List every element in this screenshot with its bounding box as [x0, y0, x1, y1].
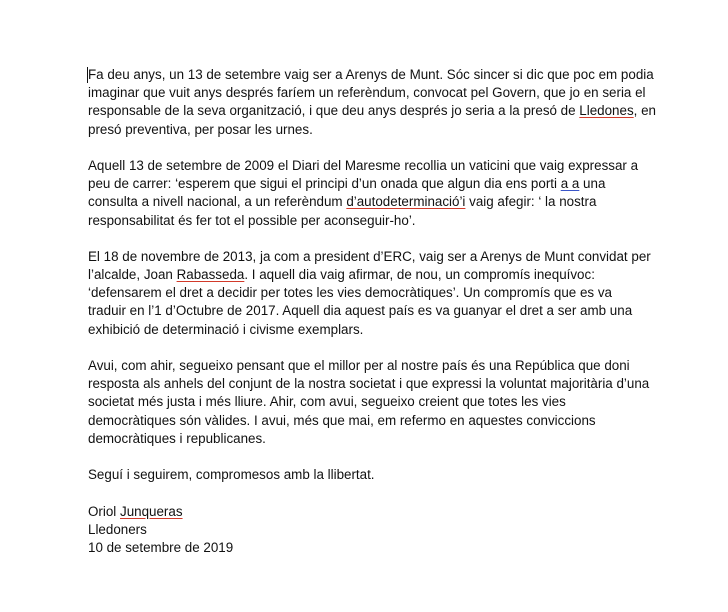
- spelling-error-word: d’autodeterminació’i: [346, 194, 466, 210]
- text-run: responsable de la seva organització, i que deu anys després jo seria a la presó de: [88, 103, 580, 119]
- text-run: Fa deu anys, un 13 de setembre vaig ser a Arenys de Munt. Sóc sincer si dic que poc em podia: [88, 67, 654, 82]
- text-line: [88, 521, 648, 539]
- text-run: El 18 de novembre de 2013, ja com a president d’ERC, vaig ser a Arenys de Munt convidat per: [88, 248, 651, 264]
- text-line: [88, 321, 648, 339]
- text-run: Aquell 13 de setembre de 2009 el Diari del Maresme recollia un vaticini que vaig expressar a: [88, 157, 639, 173]
- text-run: resposta als anhels del conjunt de la nostra societat i que expressi la voluntat majoritària d’una: [88, 376, 650, 392]
- text-run: una: [579, 176, 606, 192]
- grammar-error-phrase: a a: [560, 176, 580, 192]
- text-run: vaig afegir: ‘ la nostra: [465, 194, 597, 210]
- spelling-error-word: Rabasseda: [176, 267, 245, 283]
- paragraph: [88, 248, 651, 339]
- text-line: [88, 84, 648, 102]
- text-line: [88, 102, 656, 120]
- spelling-error-word: Junqueras: [120, 503, 183, 519]
- text-line: [88, 430, 648, 448]
- text-run: Oriol: [88, 503, 120, 519]
- paragraph: [88, 157, 648, 230]
- text-line: [88, 66, 654, 84]
- text-run: exhibició de determinació i civisme exemplars.: [88, 321, 364, 337]
- text-run: Lledoners: [88, 521, 147, 537]
- text-line: [88, 302, 648, 320]
- text-line: [88, 357, 648, 375]
- text-run: Avui, com ahir, segueixo pensant que el millor per al nostre país és una República que doni: [88, 358, 630, 373]
- text-run: democràtiques i republicanes.: [88, 430, 266, 446]
- text-line: [88, 121, 648, 139]
- text-line: [88, 393, 648, 411]
- text-run: consulta a nivell nacional, a un referèndum: [88, 194, 347, 210]
- text-line: [88, 212, 648, 230]
- signature-block: [88, 503, 648, 558]
- paragraph: [88, 357, 648, 448]
- text-line: [88, 248, 651, 266]
- text-line: [88, 193, 648, 211]
- text-line: [88, 375, 648, 393]
- text-line: [88, 412, 648, 430]
- text-run: democràtiques són vàlides. I avui, més que mai, em refermo en aquestes conviccions: [88, 412, 596, 428]
- text-run: ‘defensarem el dret a decidir per totes les vies democràtiques’. Un compromís que es va: [88, 285, 612, 301]
- text-run: imaginar que vuit anys després faríem un referèndum, convocat pel Govern, que jo en seria el: [88, 85, 646, 101]
- text-line: [88, 284, 648, 302]
- paragraph: [88, 466, 648, 484]
- document-body[interactable]: [88, 66, 656, 557]
- text-run: responsabilitat és fer tot el possible per aconseguir-ho’.: [88, 212, 416, 228]
- text-run: Seguí i seguirem, compromesos amb la llibertat.: [88, 467, 375, 483]
- text-line: [88, 175, 648, 193]
- text-run: l’alcalde, Joan: [88, 267, 177, 283]
- text-run: societat més justa i més lliure. Ahir, com avui, segueixo creient que totes les vies: [88, 394, 566, 410]
- text-line: [88, 157, 648, 175]
- text-run: presó preventiva, per posar les urnes.: [88, 121, 313, 137]
- spelling-error-word: Lledones: [579, 103, 634, 119]
- text-run: 10 de setembre de 2019: [88, 539, 234, 555]
- text-line: [88, 539, 648, 557]
- text-run: peu de carrer: ‘esperem que sigui el principi d’un onada que algun dia ens porti: [88, 176, 561, 192]
- text-line: [88, 266, 648, 284]
- text-line: [88, 503, 648, 521]
- paragraph: [88, 66, 656, 139]
- text-line: [88, 466, 648, 484]
- text-run: traduir en l’1 d’Octubre de 2017. Aquell dia aquest país es va guanyar el dret a ser amb una: [88, 303, 633, 319]
- text-run: , en: [633, 103, 656, 119]
- text-run: . I aquell dia vaig afirmar, de nou, un compromís inequívoc:: [244, 267, 595, 283]
